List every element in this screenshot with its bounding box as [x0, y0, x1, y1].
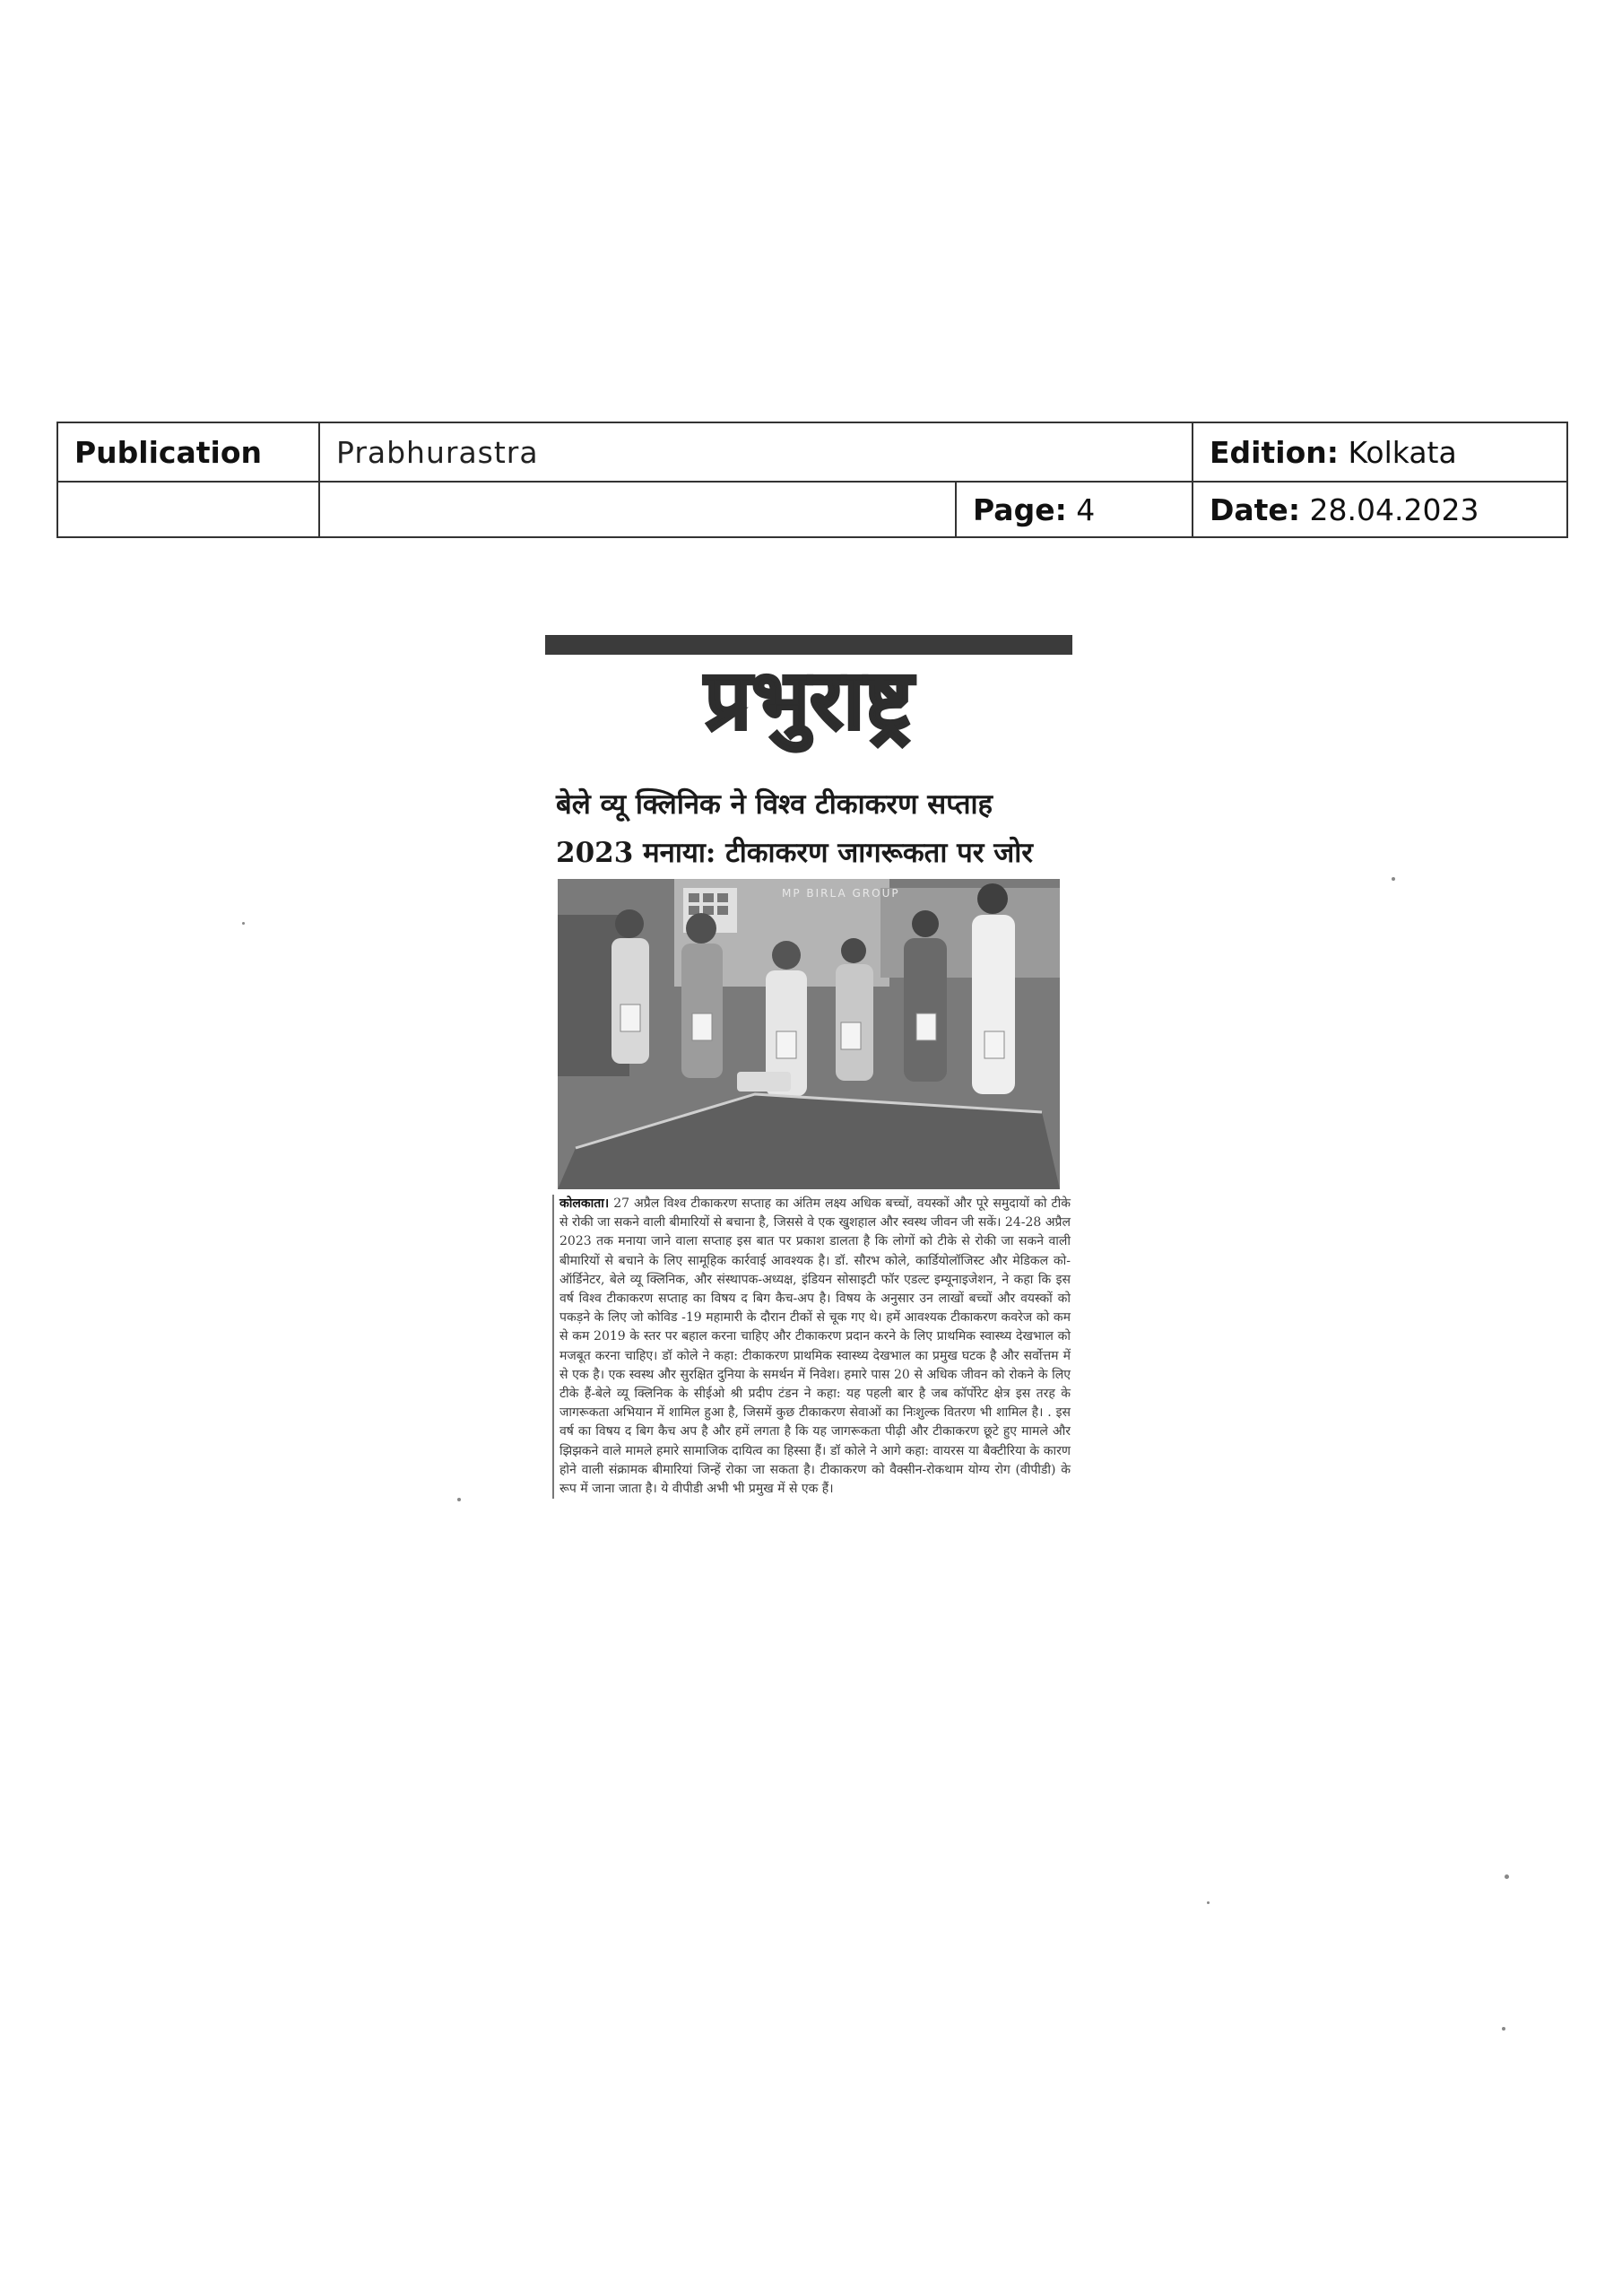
article-dateline: कोलकाता। [559, 1196, 610, 1211]
page-cell [957, 481, 1193, 538]
masthead-text: प्रभुराष्ट्र [704, 652, 914, 748]
scan-speck [1505, 1874, 1509, 1879]
publication-meta-table [56, 422, 1568, 538]
publication-value: Prabhurastra [336, 434, 539, 470]
publication-label: Publication [74, 434, 263, 470]
edition-label: Edition: [1210, 434, 1339, 470]
newspaper-clipping [545, 628, 1072, 1760]
scan-speck [1392, 877, 1395, 881]
meta-row-page-date [58, 481, 1566, 538]
scan-speck [1207, 1901, 1210, 1904]
article-body [552, 1195, 1071, 1499]
event-photo [558, 879, 1060, 1189]
date-value: 28.04.2023 [1309, 491, 1479, 527]
article-headline: बेले व्यू क्लिनिक ने विश्व टीकाकरण सप्ताह 2023 मनाया: टीकाकरण जागरूकता पर जोर [556, 788, 1033, 869]
photo-banner-text: MP BIRLA GROUP [782, 887, 900, 900]
article-body-text: 27 अप्रैल विश्व टीकाकरण सप्ताह का अंतिम लक्ष्य अधिक बच्चों, वयस्कों और पूरे समुदायों को टीके से रोकी जा सकने वाली बीमारियों से बचाना है, जिससे वे एक खुशहाल और स्वस्थ जीवन जी सकें। 24-28 अप्रैल 2023 तक मनाया जाने वाला सप्ताह इस बात पर प्रकाश डालता है कि लोगों को टीके से रोकी जा सकने वाली बीमारियों से बचाने के लिए सामूहिक कार्रवाई आवश्यक है। डॉ. सौरभ कोले, कार्डियोलॉजिस्ट और मेडिकल को-ऑर्डिनेटर, बेले व्यू क्लिनिक, और संस्थापक-अध्यक्ष, इंडियन सोसाइटी फॉर एडल्ट इम्यूनाइजेशन, ने कहा कि इस वर्ष विश्व टीकाकरण सप्ताह का विषय द बिग कैच-अप है। विषय के अनुसार उन लाखों बच्चों और वयस्कों को पकड़ने के लिए जो कोविड -19 महामारी के दौरान टीकों से चूक गए थे। हमें आवश्यक टीकाकरण कवरेज को कम से कम 2019 के स्तर पर बहाल करना चाहिए और टीकाकरण प्रदान करने के लिए प्राथमिक स्वास्थ्य देखभाल को मजबूत करना चाहिए। डॉ कोले ने कहा: टीकाकरण प्राथमिक स्वास्थ्य देखभाल का प्रमुख घटक है और सर्वोत्तम में से एक है। एक स्वस्थ और सुरक्षित दुनिया के समर्थन में निवेश। हमारे पास 20 से अधिक जीवन को रोकने के लिए टीके हैं-बेले व्यू क्लिनिक के सीईओ श्री प्रदीप टंडन ने कहा: यह पहली बार है जब कॉर्पोरेट क्षेत्र इस तरह के जागरूकता अभियान में शामिल हुआ है, जिसमें कुछ टीकाकरण सेवाओं का निःशुल्क वितरण भी शामिल है। . इस वर्ष का विषय द बिग कैच अप है और हमें लगता है कि यह जागरूकता पीढ़ी और टीकाकरण छूटे हुए मामले और झिझकने वाले मामले हमारे सामाजिक दायित्व का हिस्सा हैं। डॉ कोले ने आगे कहा: वायरस या बैक्टीरिया के कारण होने वाली संक्रामक बीमारियां जिन्हें रोका जा सकता है। टीकाकरण को वैक्सीन-रोकथाम योग्य रोग (वीपीडी) के रूप में जाना जाता है। ये वीपीडी अभी भी प्रमुख में से एक हैं। [559, 1196, 1071, 1497]
edition-value: Kolkata [1348, 434, 1457, 470]
page-label: Page: [973, 491, 1067, 527]
empty-cell [320, 481, 957, 538]
empty-cell [58, 481, 320, 538]
date-cell [1193, 481, 1570, 538]
scan-speck [1502, 2027, 1505, 2031]
date-label: Date: [1210, 491, 1301, 527]
scan-speck [242, 922, 245, 925]
scan-speck [457, 1498, 461, 1501]
page-value: 4 [1076, 491, 1096, 527]
meta-row-publication [58, 423, 1566, 483]
edition-cell [1193, 423, 1570, 481]
newspaper-masthead-logo [545, 628, 1072, 762]
event-photo-illustration [558, 879, 1060, 1189]
